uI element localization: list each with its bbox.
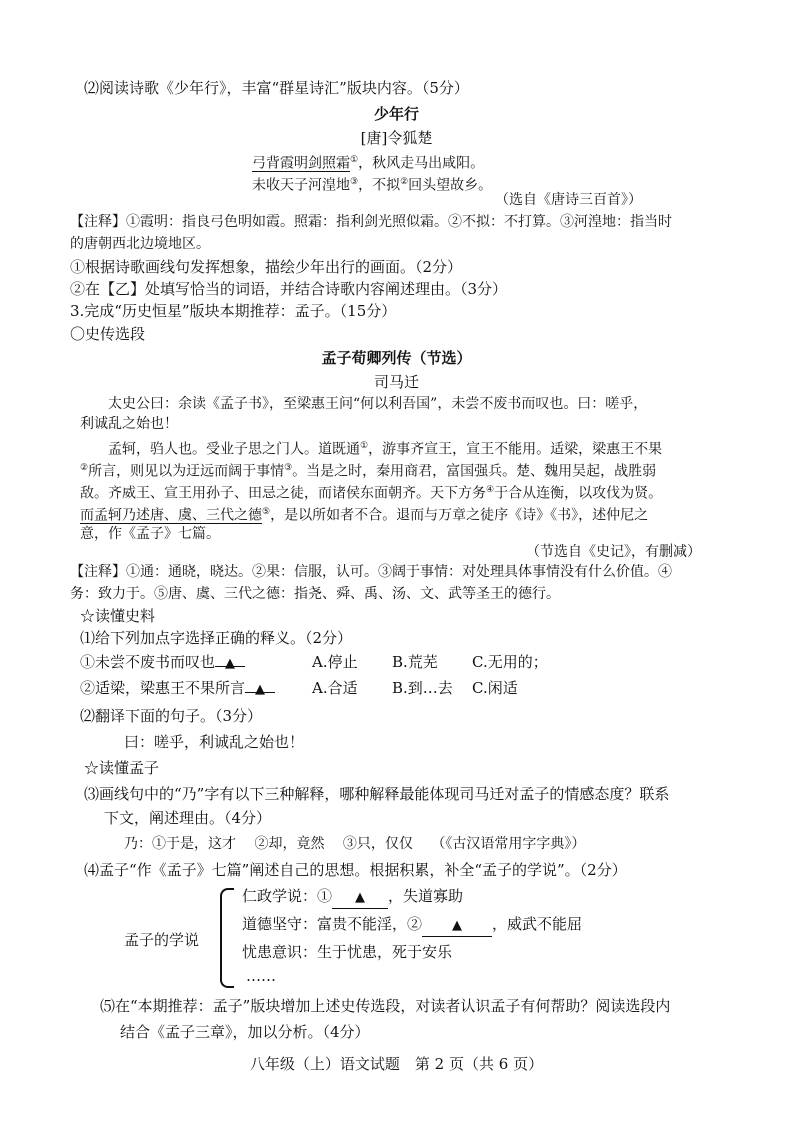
answer-blank[interactable]	[332, 886, 388, 909]
doctrine-label: 孟子的学说	[124, 931, 200, 949]
triangle-icon: ▲	[452, 918, 463, 933]
option-1b-a: A.合适	[312, 679, 358, 697]
poem-author: [唐]令狐楚	[360, 129, 433, 147]
question-1b	[80, 678, 275, 698]
doctrine-item-1	[242, 886, 463, 909]
question-1b-stem: ②适梁，梁惠王不果所言	[80, 679, 246, 697]
note-mark: ①	[360, 441, 369, 451]
option-1a-c: C.无用的；	[472, 653, 548, 671]
doctrine-item-2	[242, 914, 582, 937]
question-2: ⑵翻译下面的句子。（3分）	[80, 707, 263, 725]
poem-line-1	[252, 150, 484, 174]
doctrine-text: 仁政学说：①	[242, 887, 333, 905]
passage-p2-line-1	[108, 436, 662, 460]
note-mark: ⑤	[262, 507, 271, 517]
note-mark: ②	[400, 177, 409, 187]
answer-blank[interactable]	[215, 652, 245, 671]
option-1b-c: C.闲适	[472, 679, 518, 697]
triangle-icon: ▲	[225, 656, 236, 671]
note-mark: ③	[350, 177, 359, 187]
passage-p1-line-1: 太史公曰：余读《孟子书》，至梁惠王问“何以利吾国”，未尝不废书而叹也。曰：嗟乎，	[108, 396, 648, 412]
poem-notes-line-1: 【注释】①霞明：指良弓色明如霞。照霜：指利剑光照似霜。②不拟：不打算。③河湟地：指当时	[70, 214, 672, 230]
question-3-line-2: 下文，阐述理由。（4分）	[104, 809, 272, 827]
doctrine-item-4: ……	[246, 967, 276, 985]
question-2-sentence: 曰：嗟乎，利诚乱之始也！	[124, 733, 305, 751]
passage-text: 所言，则见以为迂远而阔于事情	[88, 463, 285, 480]
question-5-line-1: ⑸在“本期推荐：孟子”版块增加上述史传选段，对读者认识孟子有何帮助？阅读选段内	[100, 997, 671, 1015]
doctrine-text: 道德坚守：富贵不能淫，②	[242, 915, 423, 933]
answer-blank[interactable]	[422, 914, 492, 937]
poem-title: 少年行	[373, 105, 419, 123]
question-3-options: 乃：①于是，这才 ②却，竟然 ③只，仅仅 （《古汉语常用字字典》）	[124, 836, 586, 852]
passage-notes-line-2: 务：致力于。⑤唐、虞、三代之德：指尧、舜、禹、汤、文、武等圣王的德行。	[70, 586, 560, 602]
option-1b-b: B.到…去	[392, 679, 453, 697]
poem-line-2-c: 回头望故乡。	[408, 177, 493, 194]
passage-text: 。当是之时，秦用商君，富国强兵。楚、魏用吴起，战胜弱	[292, 463, 657, 480]
doctrine-text: ，失道寡助	[388, 887, 464, 905]
question-3-line-1: ⑶画线句中的“乃”字有以下三种解释，哪种解释最能体现司马迁对孟子的情感态度？联系	[84, 785, 670, 803]
note-mark: ④	[486, 485, 495, 495]
page-footer: 八年级（上）语文试题 第 2 页（共 6 页）	[249, 1055, 544, 1073]
poem-line-2-b: ，不拟	[358, 177, 401, 194]
passage-p1-line-2: 利诚乱之始也！	[80, 416, 178, 432]
passage-p2-line-3	[80, 480, 662, 504]
poem-line-2-a: 未收天子河湟地	[252, 177, 350, 194]
option-1a-a: A.停止	[312, 653, 358, 671]
option-1a-b: B.荒芜	[392, 653, 438, 671]
note-mark: ①	[350, 155, 359, 165]
question-3-intro: 3.完成“历史恒星”版块本期推荐：孟子。（15分）	[70, 302, 397, 320]
note-mark: ③	[284, 463, 293, 473]
passage-p2-line-4	[80, 502, 648, 526]
passage-text: 于合从连衡，以攻伐为贤。	[494, 485, 663, 502]
passage-p2-line-5: 意，作《孟子》七篇。	[80, 526, 220, 542]
sub-heading-mencius: ☆读懂孟子	[84, 759, 160, 777]
brace	[220, 888, 234, 988]
doctrine-item-3: 忧患意识：生于忧患，死于安乐	[242, 943, 453, 961]
triangle-icon: ▲	[255, 682, 266, 697]
poem-line-2	[252, 172, 492, 196]
doctrine-text: ，威武不能屈	[492, 915, 583, 933]
note-mark: ②	[80, 463, 89, 473]
passage-underlined-sentence: 而孟轲乃述唐、虞、三代之德	[80, 507, 262, 524]
question-1a	[80, 652, 245, 672]
poem-notes-line-2: 的唐朝西北边境地区。	[70, 236, 210, 252]
passage-p2-line-2	[80, 458, 656, 482]
passage-title: 孟子荀卿列传（节选）	[321, 349, 472, 367]
sub-heading-history: ☆读懂史料	[80, 607, 156, 625]
section-label: 〇史传选段	[70, 325, 146, 343]
poem-line-1-rest: ，秋风走马出咸阳。	[358, 155, 485, 172]
poem-underlined-line: 弓背霞明剑照霜	[252, 155, 350, 172]
passage-text: ，游事齐宣王，宣王不能用。适梁，梁惠王不果	[368, 441, 663, 458]
poem-question-1: ①根据诗歌画线句发挥想象，描绘少年出行的画面。（2分）	[70, 258, 463, 276]
poem-source: （选自《唐诗三百首》）	[495, 192, 642, 208]
passage-notes-line-1: 【注释】①通：通晓，晓达。②果：信服，认可。③阔于事情：对处理具体事情没有什么价值。④	[70, 564, 672, 580]
passage-text: 敌。齐威王、宣王用孙子、田忌之徒，而诸侯东面朝齐。天下方务	[80, 485, 486, 502]
passage-text: 孟轲，驺人也。受业子思之门人。道既通	[108, 441, 360, 458]
poem-question-intro: ⑵阅读诗歌《少年行》，丰富“群星诗汇”版块内容。（5分）	[84, 79, 469, 97]
answer-blank[interactable]	[245, 678, 275, 697]
passage-source: （节选自《史记》，有删减）	[526, 544, 701, 560]
question-4: ⑷孟子“作《孟子》七篇”阐述自己的思想。根据积累，补全“孟子的学说”。（2分）	[84, 861, 627, 879]
triangle-icon: ▲	[355, 890, 366, 905]
passage-text: ，是以所如者不合。退而与万章之徒序《诗》《书》，述仲尼之	[270, 507, 649, 524]
passage-author: 司马迁	[373, 373, 419, 391]
question-1: ⑴给下列加点字选择正确的释义。（2分）	[80, 629, 353, 647]
question-1a-stem: ①未尝不废书而叹也	[80, 653, 216, 671]
question-5-line-2: 结合《孟子三章》，加以分析。（4分）	[120, 1023, 370, 1041]
poem-question-2: ②在【乙】处填写恰当的词语，并结合诗歌内容阐述理由。（3分）	[70, 280, 508, 298]
